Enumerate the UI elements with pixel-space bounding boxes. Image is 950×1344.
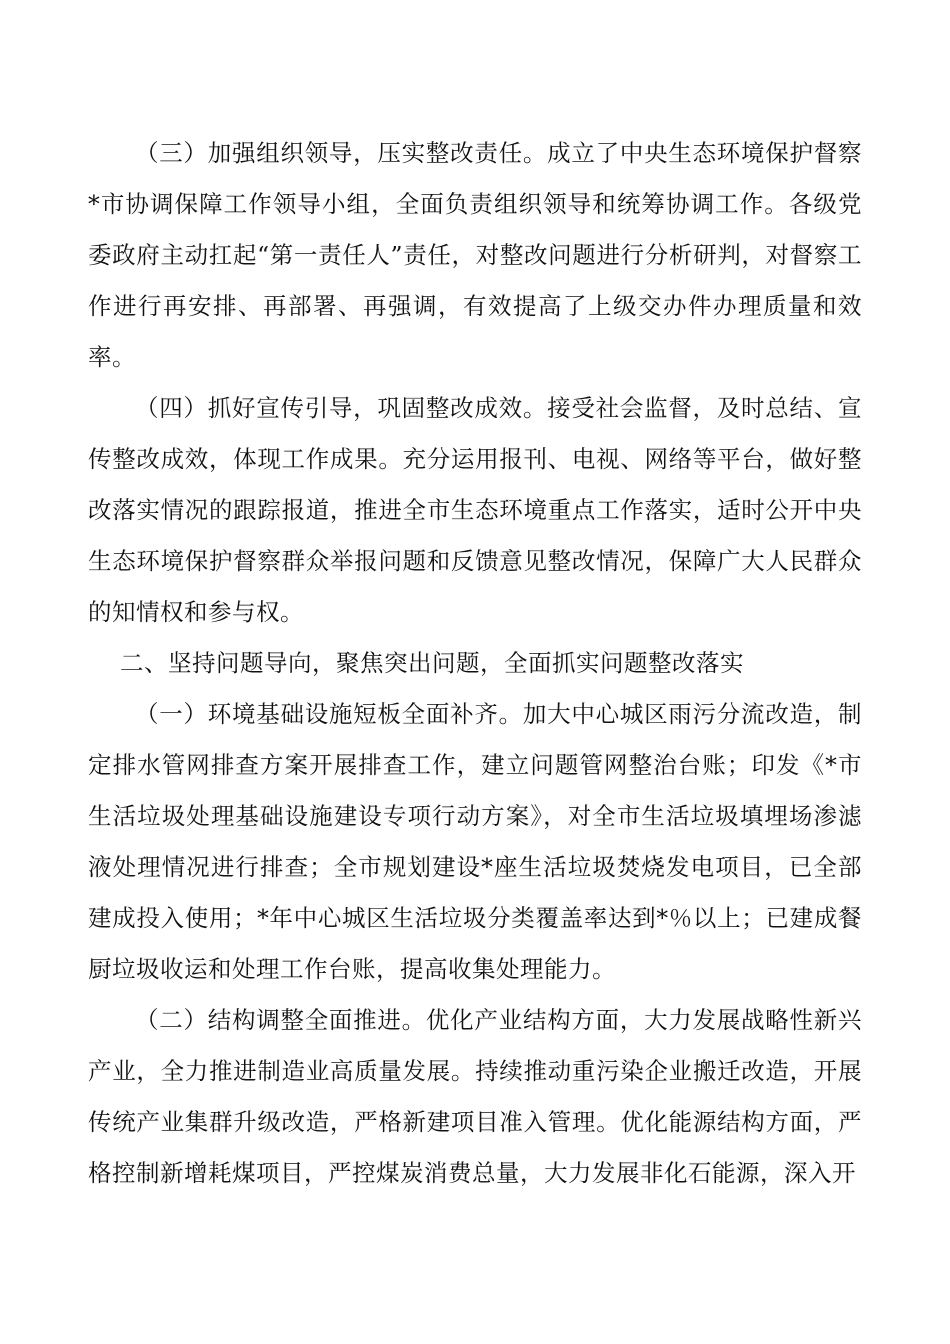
paragraph-subsection-two: （二）结构调整全面推进。优化产业结构方面，大力发展战略性新兴产业，全力推进制造业高质量发展。持续推动重污染企业搬迁改造，开展传统产业集群升级改造，严格新建项目准入管理。优化能源结构方面，严格控制新增耗煤项目，严控煤炭消费总量，大力发展非化石能源，深入开 [88,1006,862,1187]
paragraph-section-three: （三）加强组织领导，压实整改责任。成立了中央生态环境保护督察*市协调保障工作领导小组，全面负责组织领导和统筹协调工作。各级党委政府主动扛起“第一责任人”责任，对整改问题进行分析研判，对督察工作进行再安排、再部署、再强调，有效提高了上级交办件办理质量和效率。 [88,139,862,371]
paragraph-section-four: （四）抓好宣传引导，巩固整改成效。接受社会监督，及时总结、宣传整改成效，体现工作成果。充分运用报刊、电视、网络等平台，做好整改落实情况的跟踪报道，推进全市生态环境重点工作落实，适时公开中央生态环境保护督察群众举报问题和反馈意见整改情况，保障广大人民群众的知情权和参与权。 [88,394,862,626]
section-heading-two: 二、坚持问题导向，聚焦突出问题，全面抓实问题整改落实 [120,649,744,677]
paragraph-subsection-one: （一）环境基础设施短板全面补齐。加大中心城区雨污分流改造，制定排水管网排查方案开展排查工作，建立问题管网整治台账；印发《*市生活垃圾处理基础设施建设专项行动方案》，对全市生活垃圾填埋场渗滤液处理情况进行排查；全市规划建设*座生活垃圾焚烧发电项目，已全部建成投入使用；*年中心城区生活垃圾分类覆盖率达到*％以上；已建成餐厨垃圾收运和处理工作台账，提高收集处理能力。 [88,700,862,983]
document-body [88,128,862,1199]
